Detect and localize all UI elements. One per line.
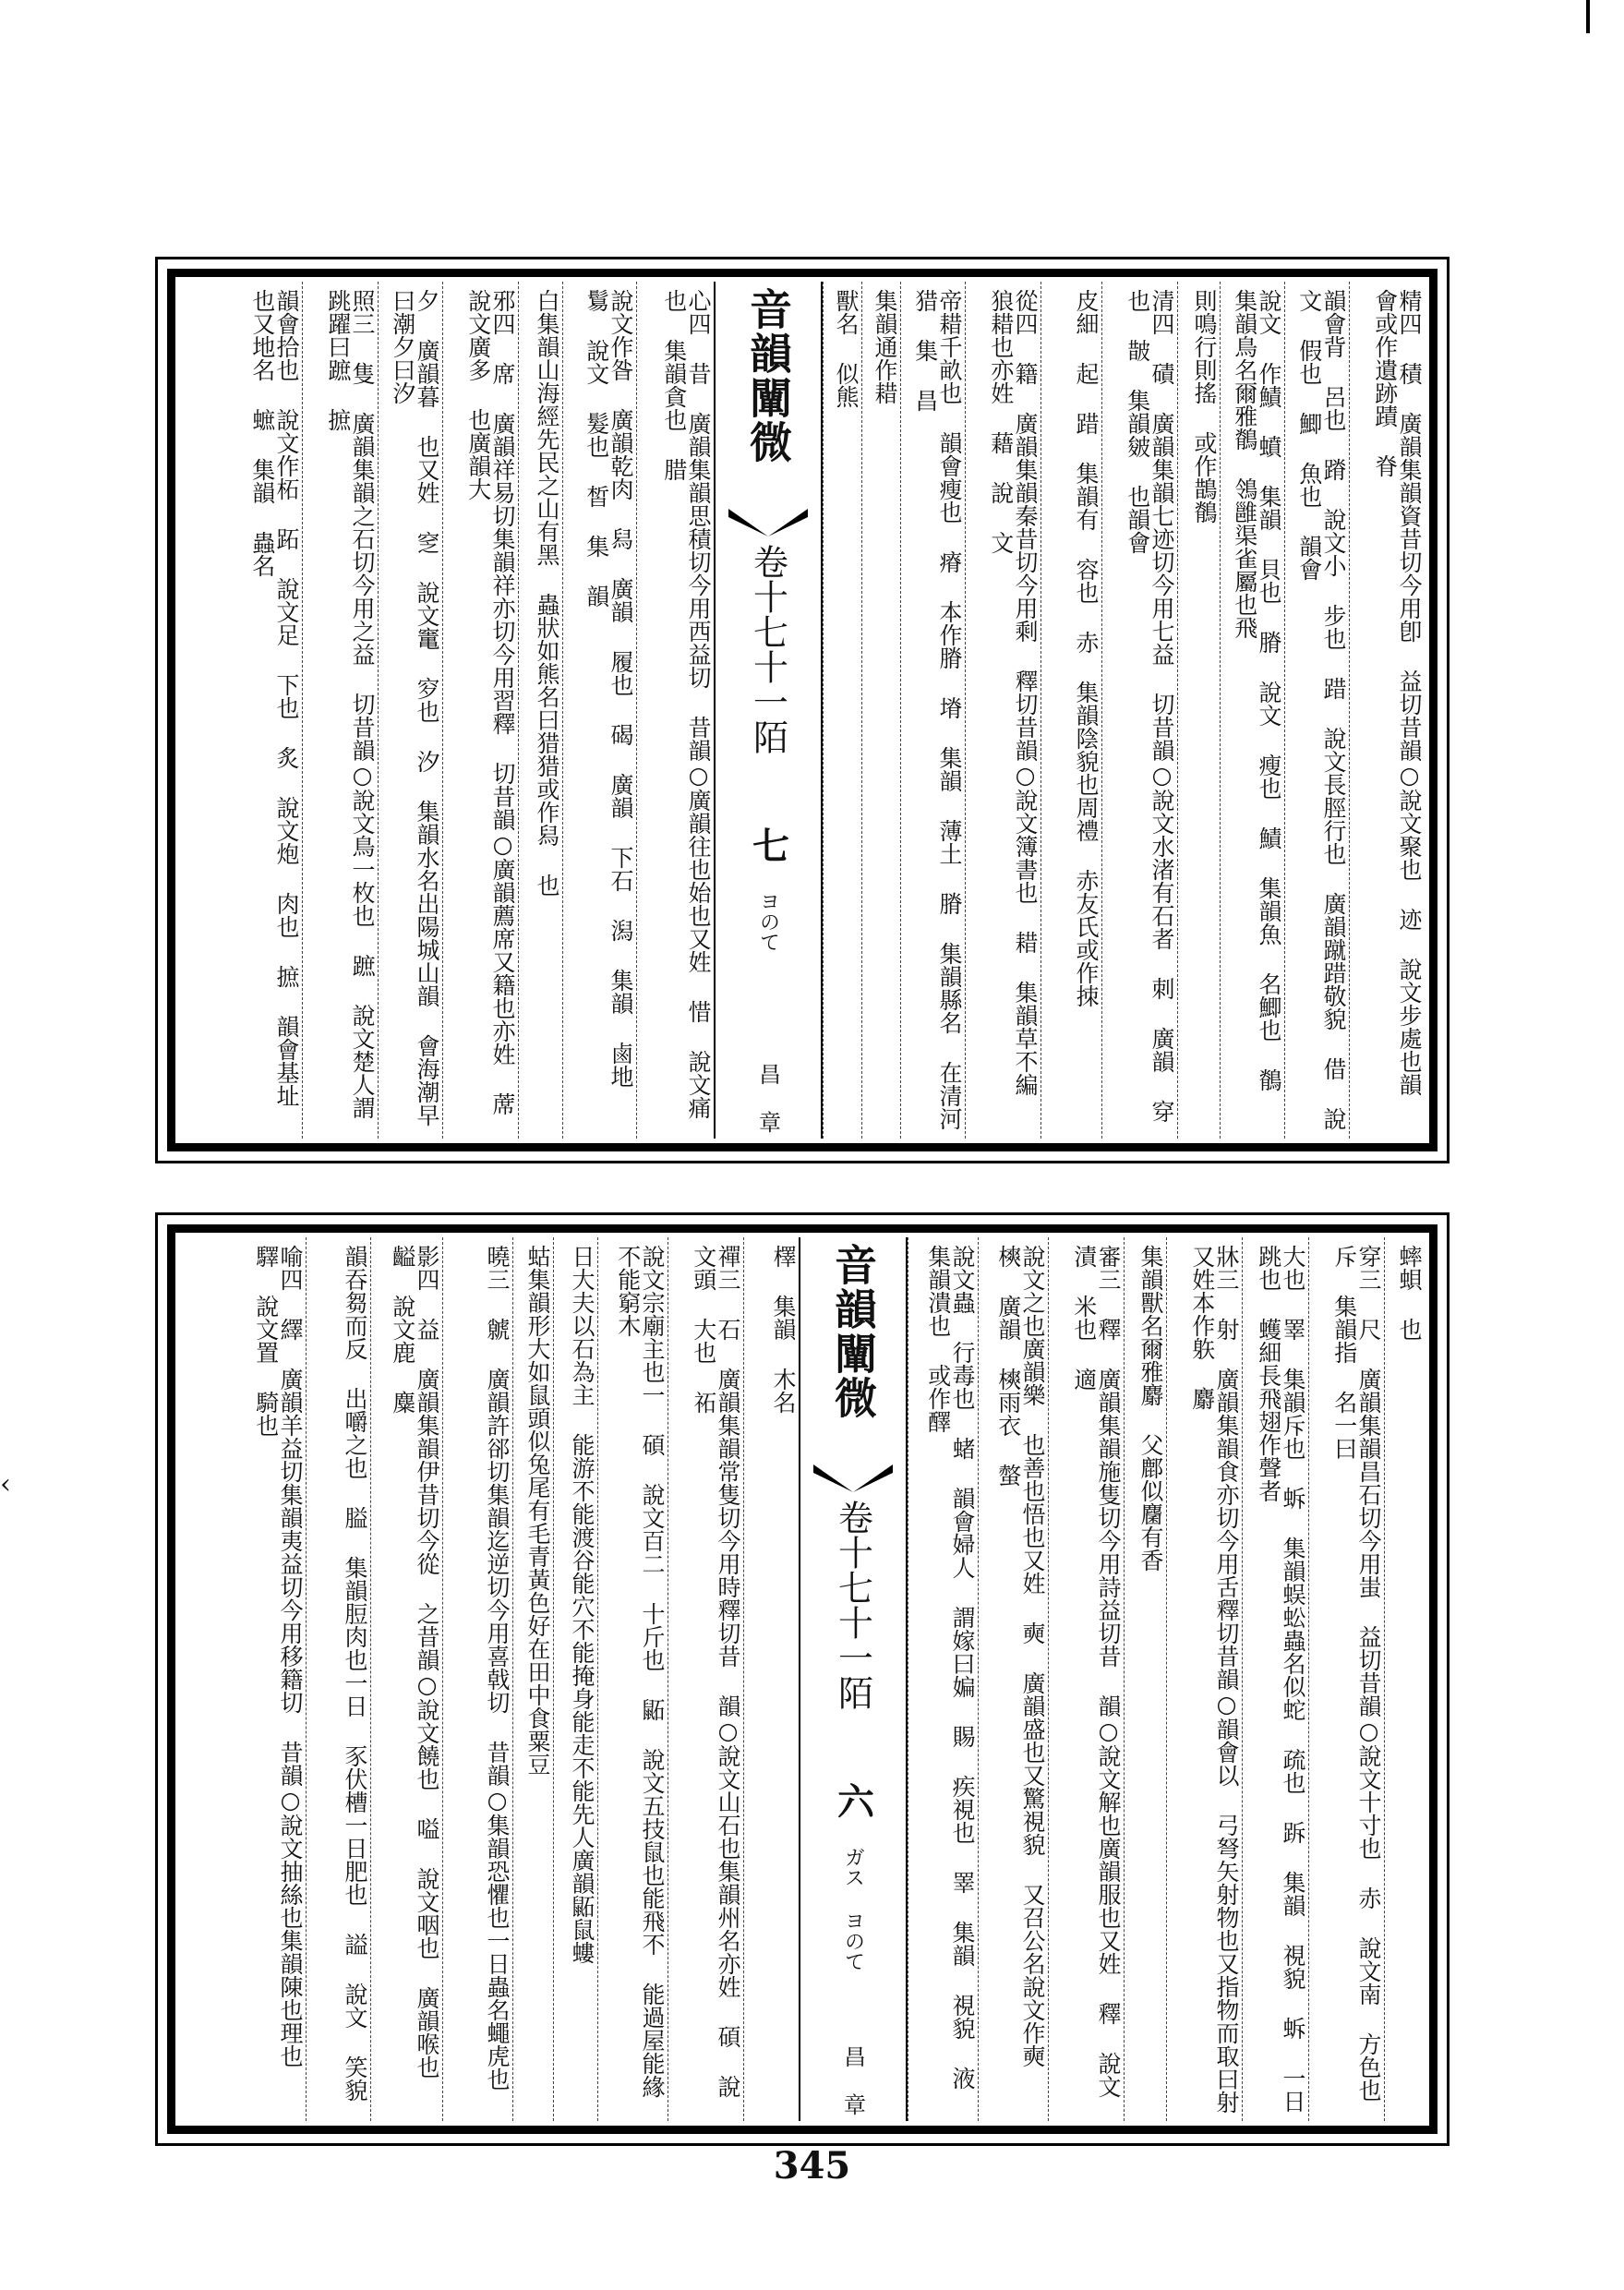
text-column: 禪三 石 廣韻集韻常隻切今用時釋切昔 韻○說文山石也集韻州名亦姓 碩 說文頭 大也 祏: [668, 1237, 743, 2121]
fish-tail-mark: [728, 509, 808, 536]
text-column: 集韻獸名爾雅麝 父鄜似麕有香: [1124, 1237, 1166, 2121]
text-column: 牀三 射 廣韻集韻食亦切今用舌釋切昔韻○韻會以 弓弩矢射物也又指物而取曰射又姓本作䠶 麝: [1166, 1237, 1242, 2121]
seal-mark: 昌 章: [754, 1063, 781, 1133]
top-panel: [155, 257, 1450, 1163]
text-column: 獸名 似熊: [823, 282, 861, 1139]
text-column: 白集韻山海經先民之山有黑 蟲狀如熊名曰猎猎或作舄 也: [518, 282, 562, 1139]
text-column: 曉三 虩 廣韻許郤切集韻迄逆切今用喜戟切 昔韻○集韻恐懼也一日蟲名蠅虎也: [442, 1237, 512, 2121]
seal-mark: 昌 章: [839, 2045, 866, 2115]
text-column: 說文作昝 廣韻乾肉 舄 廣韻 履也 碣 廣韻 下石 潟 集韻 鹵地 鬄 說文 髮也 皙 集 韻: [562, 282, 636, 1139]
text-column: 蛄集韻形大如鼠頭似兔尾有毛青黃色好在田中食粟豆: [512, 1237, 553, 2121]
margin-mark: ‹: [0, 1468, 11, 1501]
volume-label: 卷十七十一陌: [747, 544, 788, 754]
text-column: 檡 集韻 木名: [743, 1237, 799, 2121]
fold-column: [714, 282, 823, 1139]
text-column: 集韻通作耤: [861, 282, 900, 1139]
text-column: 說文之也廣韻樂 也善也悟也又姓 奭 廣韻盛也又驚視貌 又召公名說文作奭 樉 廣韻 樉雨衣 螫: [978, 1237, 1048, 2121]
text-column: 皮細 起 踖 集韻有 容也 赤 集韻陰貌也周禮 赤友氏或作拺: [1041, 282, 1101, 1139]
leaf-number: 七: [746, 826, 790, 863]
corner-mark: [1586, 0, 1590, 33]
page-number: 345: [773, 2144, 851, 2188]
fold-column: [799, 1237, 908, 2121]
text-column: 說文 作鰿 蟦 集韻 貝也 膌 說文 瘦也 鰿 集韻魚 名鯽也 鶺 集韻鳥名爾雅鶺 鴒雝渠雀屬也飛: [1220, 282, 1284, 1139]
text-column: 韻會背 呂也 蹐 說文小 步也 踖 說文長脛行也 廣韻蹴踖敬貌 借 說文 假也 鯽 魚也 韻會: [1284, 282, 1349, 1139]
text-column: 影四 益 廣韻集韻伊昔切今從 之昔韻○說文饒也 嗌 說文咽也 廣韻喉也 齸 說文鹿 麋: [370, 1237, 442, 2121]
text-column: 精四 積 廣韻集韻資昔切今用卽 益切昔韻○說文聚也 迹 說文步處也韻 會或作遺跡蹟 脊: [1349, 282, 1425, 1139]
text-column: 日大夫以石為主 能游不能渡谷能穴不能掩身能走不能先人廣韻鼫鼠螻: [553, 1237, 597, 2121]
bottom-panel-columns: [180, 1237, 1425, 2121]
text-column: 說文宗廟主也一 碩 說文百二 十斤也 鼫 說文五技鼠也能飛不 能過屋能緣不能窮木: [597, 1237, 668, 2121]
text-column: 心四 昔 廣韻集韻思積切今用西益切 昔韻○廣韻往也始也又姓 惜 說文痛也 集韻貪也 腊: [636, 282, 714, 1139]
text-column: 邪四 席 廣韻祥易切集韻祥亦切今用習釋 切昔韻○廣韻薦席又籍也亦姓 蓆 說文廣多 也廣韻大: [442, 282, 518, 1139]
book-title: 音韻闡微: [828, 1243, 878, 1420]
text-column: 則鳴行則搖 或作鵲鶺: [1177, 282, 1220, 1139]
text-column: 清四 磧 廣韻集韻七迹切今用七益 切昔韻○說文水渚有石者 刺 廣韻 穿也 皵 集韻皴 也韻會: [1101, 282, 1177, 1139]
text-column: 蟀蛽 也: [1384, 1237, 1425, 2121]
text-column: 從四 籍 廣韻集韻秦昔切今用剩 釋切昔韻○說文簿書也 耤 集韻草不編 狼耤也亦姓 藉 說 文: [965, 282, 1041, 1139]
text-column: 大也 睪 集韻斥也 蚸 集韻蜈蚣蟲名似蛇 疏也 跅 集韻 視貌 蚸 一日跳也 蠖細長飛翅作聲者: [1242, 1237, 1308, 2121]
text-column: 審三 釋 廣韻集韻施隻切今用詩益切昔 韻○說文解也廣韻服也又姓 釋 說文漬 米也 適: [1048, 1237, 1124, 2121]
text-column: 韻吞芻而反 出嚼之也 膉 集韻脰肉也一日 豕伏槽一日肥也 謚 說文 笑貌: [306, 1237, 370, 2121]
text-column: 夕 廣韻暮 也又姓 窆 說文竃 穸也 汐 集韻水名出陽城山韻 會海潮早曰潮夕曰汐: [378, 282, 442, 1139]
leaf-number: 六: [831, 1782, 875, 1819]
fish-tail-mark: [813, 1464, 893, 1492]
text-column: 說文蟲 行毒也 蝫 韻會婦人 謂嫁曰媥 賜 疾視也 睪 集韻 視貌 液 集韻潰也 或作醳: [908, 1237, 978, 2121]
leaf-annotation: ヨのて: [756, 891, 780, 952]
text-column: 喻四 繹 廣韻羊益切集韻夷益切今用移籍切 昔韻○說文抽絲也集韻陳也理也 驛 說文置 騎也: [252, 1245, 304, 2067]
text-column: 帝耤千畝也 韻會瘦也 瘠 本作膌 塉 集韻 薄土 膌 集韻縣名 在清河 猎 集 昌: [900, 282, 965, 1139]
volume-label: 卷十七十一陌: [832, 1500, 873, 1710]
text-column: 韻會拾也 說文作柘 跖 說文足 下也 炙 說文炮 肉也 摭 韻會基址 也又地名 蟅 集韻 蟲名: [248, 289, 300, 1107]
text-column: 穿三 尺 廣韻集韻昌石切今用蚩 益切昔韻○說文十寸也 赤 說文南 方色也 斥 集韻指 名一曰: [1308, 1237, 1384, 2121]
text-column: 照三 隻 廣韻集韻之石切今用之益 切昔韻○說文鳥一枚也 蹠 說文楚人謂 跳躍曰蹠 摭: [302, 282, 378, 1139]
leaf-annotation: ガス ヨのて: [841, 1847, 865, 1971]
bottom-panel: [155, 1212, 1450, 2146]
book-title: 音韻闡微: [743, 287, 793, 464]
top-panel-columns: [180, 282, 1425, 1139]
